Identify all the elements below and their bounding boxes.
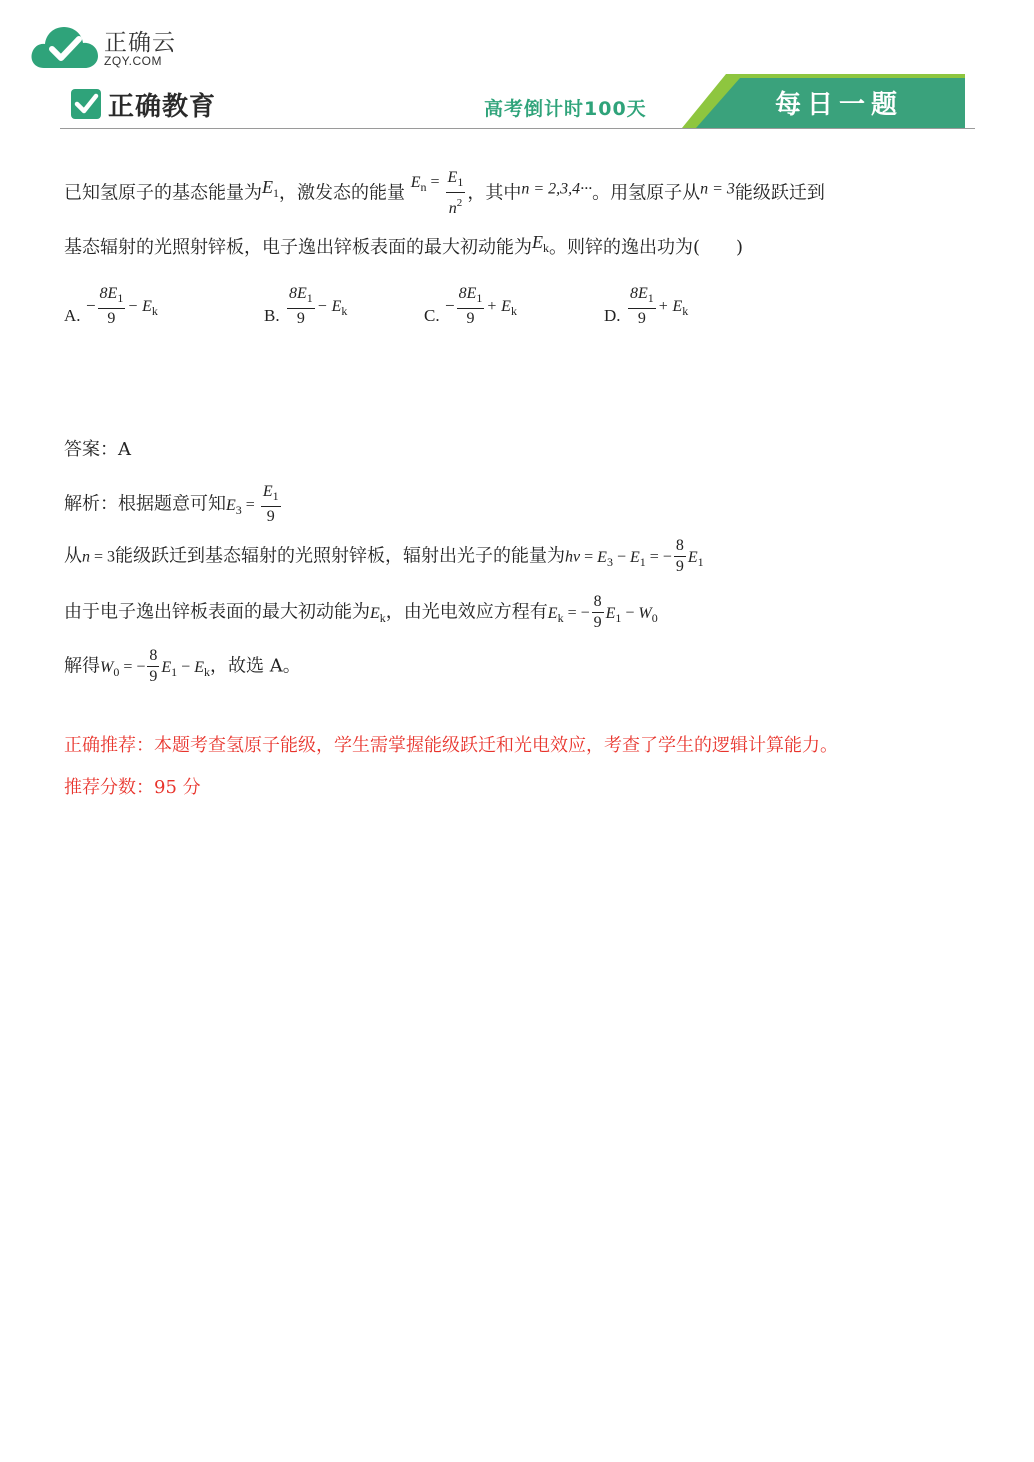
cloud-logo-icon [30,22,100,72]
analysis-line-2: 从n = 3能级跃迁到基态辐射的光照射锌板，辐射出光子的能量为$h\nu = E_3 - E_1$ = − $\frac{8}{9}$ $E_1$ [64,537,704,575]
option-d[interactable]: D. $\frac{8E_1}{9}$ + $E_k$ [604,285,689,327]
analysis-line-4: 解得$W_0$ = − $\frac{8}{9}$ $E_1 - E_k$，故选 A。 [64,647,301,685]
logo-url: ZQY.COM [104,54,162,68]
brand-name: 正确教育 [108,92,217,122]
question-line-2: 基态辐射的光照射锌板，电子逸出锌板表面的最大初动能为$E_k$。则锌的逸出功为( ) [64,232,744,258]
recommend-score: 推荐分数：95 分 [64,777,201,798]
header-divider [60,128,975,129]
check-icon [70,88,102,120]
question-line-1: 已知氢原子的基态能量为$E_1$，激发态的能量 $E_n$ = $\frac{E_1}{n^2}$ ，其中n = 2,3,4···。用氢原子从n = 3能级跃迁到 [64,169,825,217]
option-c[interactable]: C. − $\frac{8E_1}{9}$ + $E_k$ [424,285,517,327]
answer-label: 答案：A [64,439,131,460]
countdown-text: 高考倒计时100天 [484,98,647,120]
recommend-text: 正确推荐：本题考查氢原子能级，学生需掌握能级跃迁和光电效应，考查了学生的逻辑计算能力。 [64,735,838,756]
option-a[interactable]: A. − $\frac{8E_1}{9}$ − $E_k$ [64,285,158,327]
banner-title: 每日一题 [775,90,904,120]
option-b[interactable]: B. $\frac{8E_1}{9}$ − $E_k$ [264,285,348,327]
analysis-line-1: 解析：根据题意可知$E_3$ = $\frac{E_1}{9}$ [64,483,279,525]
logo-text: 正确云 [104,30,176,56]
analysis-line-3: 由于电子逸出锌板表面的最大初动能为$E_k$，由光电效应方程有$E_k$ = − $\frac{8}{9}$ $E_1 - W_0$ [64,593,658,631]
